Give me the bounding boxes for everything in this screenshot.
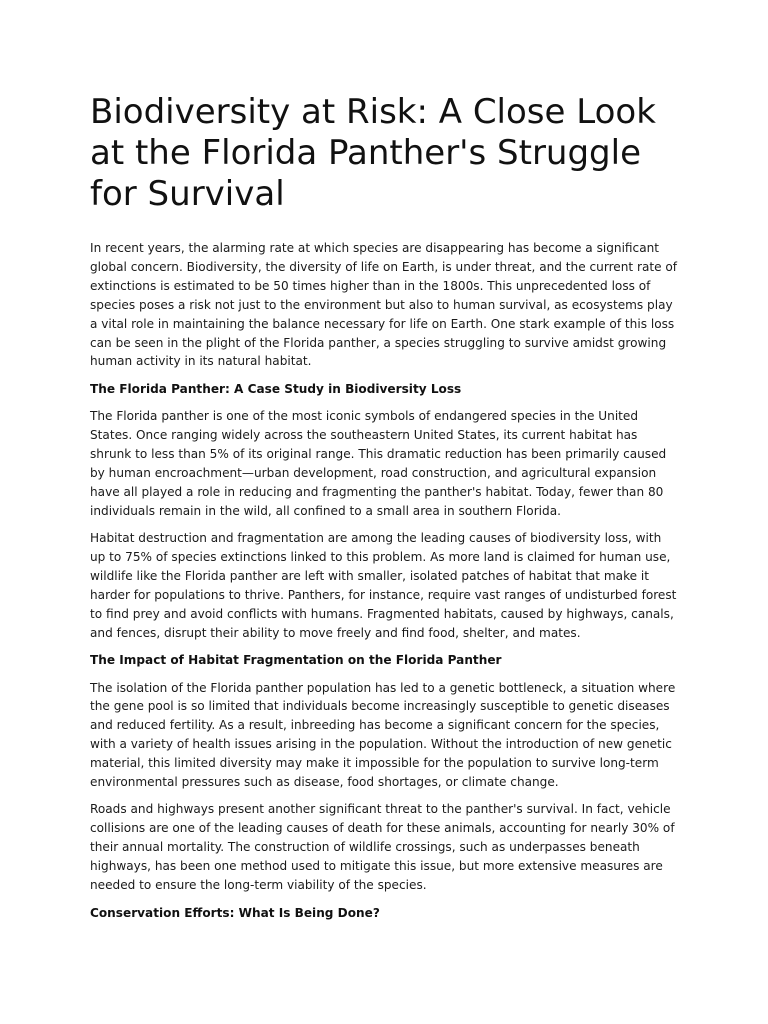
paragraph-habitat-destruction: Habitat destruction and fragmentation are among the leading causes of biodiversity loss, with up to 75% of species extinctions linked to this problem. As more land is claimed for human use, wildlife like the Florida panther are left with smaller, isolated patches of habitat that make it harder for populations to thrive. Panthers, for instance, require vast ranges of undisturbed forest to find prey and avoid conflicts with humans. Fragmented habitats, caused by highways, canals, and fences, disrupt their ability to move freely and find food, shelter, and mates. bbox=[90, 531, 677, 640]
document-page bbox=[90, 92, 680, 931]
paragraph-genetic-bottleneck: The isolation of the Florida panther population has led to a genetic bottleneck, a situation where the gene pool is so limited that individuals become increasingly susceptible to genetic diseases and reduced fertility. As a result, inbreeding has become a significant concern for the species, with a variety of health issues arising in the population. Without the introduction of new genetic material, this limited diversity may make it impossible for the population to survive long-term environmental pressures such as disease, food shortages, or climate change. bbox=[90, 680, 676, 790]
document-title: Biodiversity at Risk: A Close Look at the Florida Panther's Struggle for Survival bbox=[90, 92, 656, 214]
paragraph-panther-range: The Florida panther is one of the most iconic symbols of endangered species in the United States. Once ranging widely across the southeastern United States, its current habitat has shrunk to less than 5% of its original range. This dramatic reduction has been primarily caused by human encroachment—urban development, road construction, and agricultural expansion have all played a role in reducing and fragmenting the panther's habitat. Today, fewer than 80 individuals remain in the wild, all confined to a small area in southern Florida. bbox=[90, 409, 667, 518]
section-heading-conservation: Conservation Efforts: What Is Being Done? bbox=[90, 905, 380, 920]
section-heading-case-study: The Florida Panther: A Case Study in Biodiversity Loss bbox=[90, 381, 462, 396]
paragraph-intro: In recent years, the alarming rate at which species are disappearing has become a significant global concern. Biodiversity, the diversity of life on Earth, is under threat, and the current rate of extinctions is estimated to be 50 times higher than in the 1800s. This unprecedented loss of species poses a risk not just to the environment but also to human survival, as ecosystems play a vital role in maintaining the balance necessary for life on Earth. One stark example of this loss can be seen in the plight of the Florida panther, a species struggling to survive amidst growing human activity in its natural habitat. bbox=[90, 241, 678, 369]
paragraph-roads-highways: Roads and highways present another significant threat to the panther's survival. In fact, vehicle collisions are one of the leading causes of death for these animals, accounting for nearly 30% of their annual mortality. The construction of wildlife crossings, such as underpasses beneath highways, has been one method used to mitigate this issue, but more extensive measures are needed to ensure the long-term viability of the species. bbox=[90, 802, 675, 893]
section-heading-fragmentation: The Impact of Habitat Fragmentation on the Florida Panther bbox=[90, 653, 502, 668]
